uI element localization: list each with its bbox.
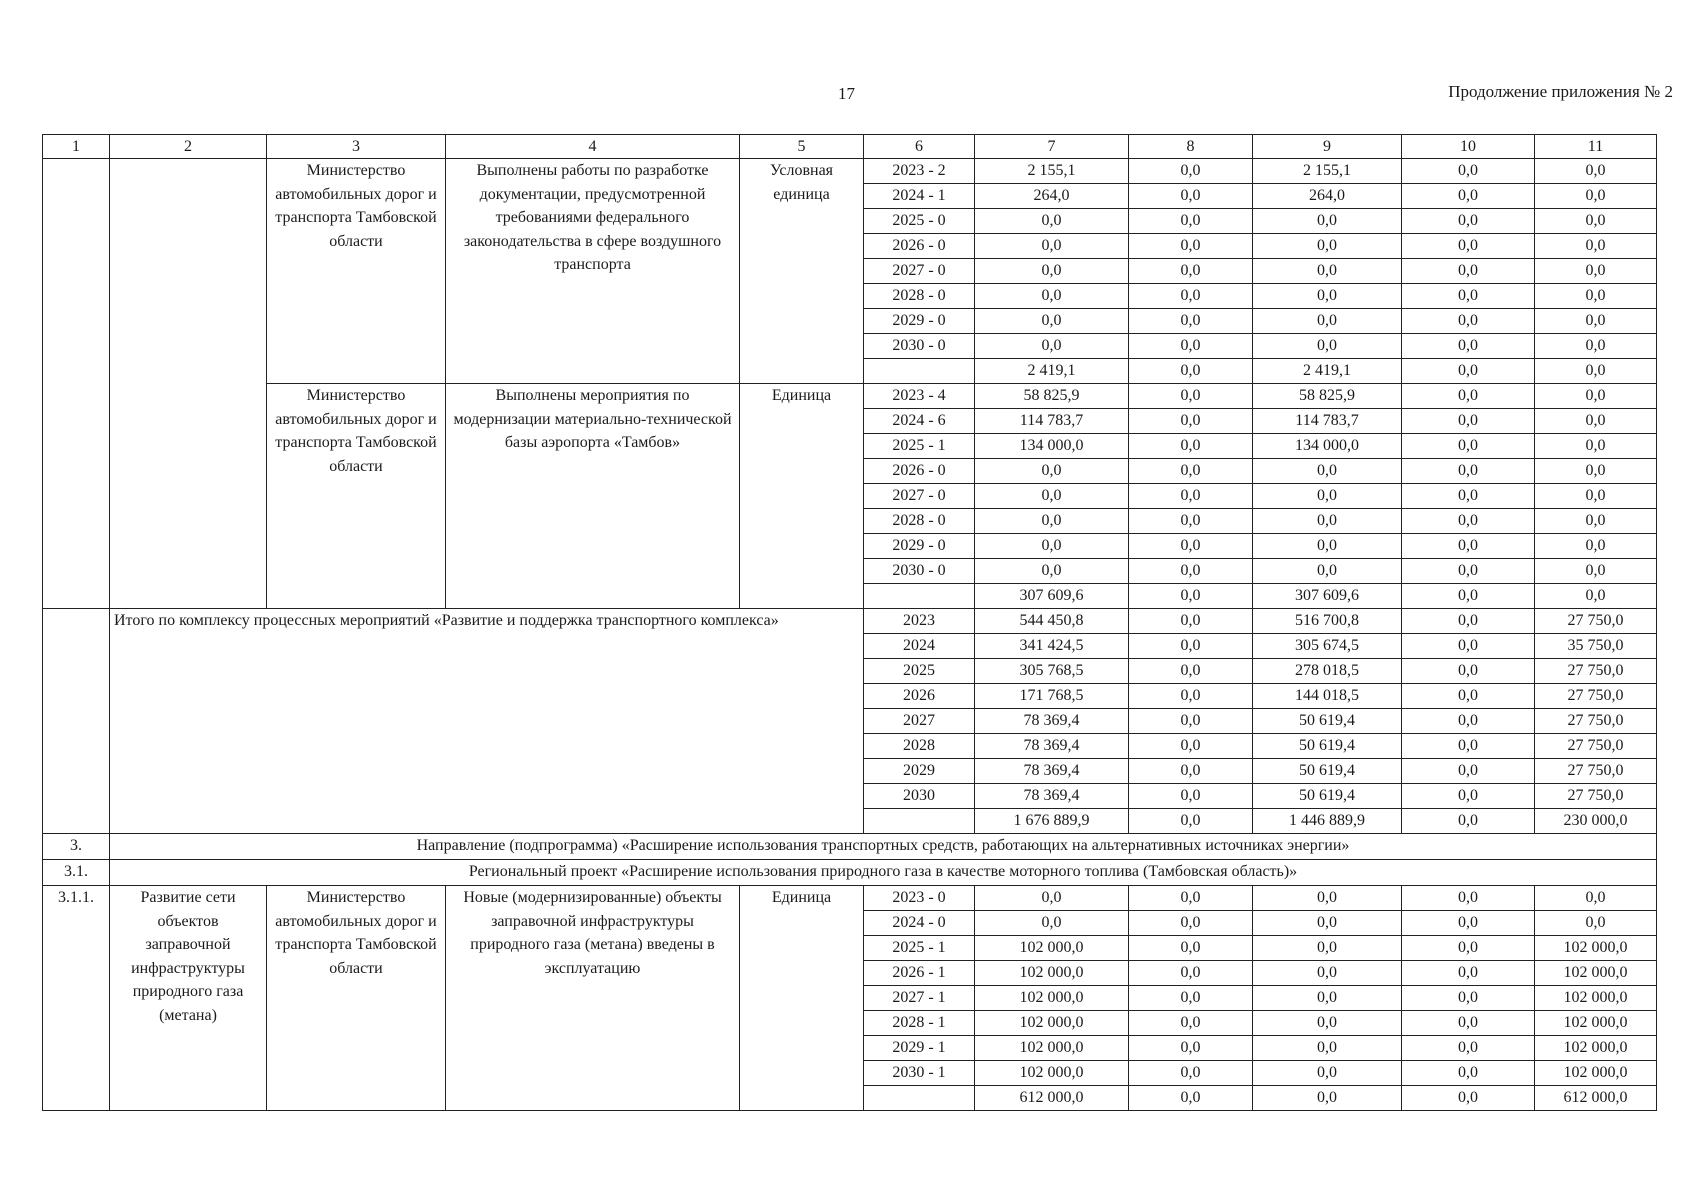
amount-cell-9: 144 018,5: [1253, 684, 1402, 709]
amount-cell-8: 0,0: [1129, 459, 1253, 484]
amount-cell-10: 0,0: [1402, 961, 1535, 986]
amount-cell-10: 0,0: [1402, 659, 1535, 684]
amount-cell-7: 78 369,4: [975, 784, 1129, 809]
amount-cell-10: 0,0: [1402, 809, 1535, 834]
amount-cell-8: 0,0: [1129, 359, 1253, 384]
amount-cell-7: 0,0: [975, 334, 1129, 359]
amount-cell-10: 0,0: [1402, 936, 1535, 961]
amount-cell-10: 0,0: [1402, 484, 1535, 509]
amount-cell-7: 134 000,0: [975, 434, 1129, 459]
amount-cell-8: 0,0: [1129, 384, 1253, 409]
amount-cell-7: 0,0: [975, 234, 1129, 259]
activity-name-cell: [110, 159, 267, 609]
amount-cell-11: 230 000,0: [1535, 809, 1657, 834]
amount-cell-9: 50 619,4: [1253, 734, 1402, 759]
amount-cell-9: 0,0: [1253, 234, 1402, 259]
amount-cell-10: 0,0: [1402, 534, 1535, 559]
table-row: [43, 609, 1657, 634]
amount-cell-9: 0,0: [1253, 459, 1402, 484]
section-number: 3.: [43, 834, 110, 860]
amount-cell-10: 0,0: [1402, 259, 1535, 284]
period-cell: 2027 - 0: [864, 259, 975, 284]
amount-cell-9: 50 619,4: [1253, 709, 1402, 734]
amount-cell-9: 0,0: [1253, 209, 1402, 234]
amount-cell-8: 0,0: [1129, 886, 1253, 911]
amount-cell-10: 0,0: [1402, 409, 1535, 434]
amount-cell-9: 2 419,1: [1253, 359, 1402, 384]
period-cell: 2025: [864, 659, 975, 684]
column-number: 8: [1129, 135, 1253, 159]
period-cell: 2026 - 0: [864, 459, 975, 484]
amount-cell-11: 102 000,0: [1535, 986, 1657, 1011]
amount-cell-8: 0,0: [1129, 961, 1253, 986]
amount-cell-8: 0,0: [1129, 509, 1253, 534]
amount-cell-11: 0,0: [1535, 309, 1657, 334]
amount-cell-11: 0,0: [1535, 284, 1657, 309]
period-cell: 2023: [864, 609, 975, 634]
amount-cell-9: 305 674,5: [1253, 634, 1402, 659]
table-row: [43, 159, 1657, 184]
amount-cell-8: 0,0: [1129, 609, 1253, 634]
amount-cell-8: 0,0: [1129, 259, 1253, 284]
column-number: 5: [740, 135, 864, 159]
amount-cell-9: 0,0: [1253, 309, 1402, 334]
amount-cell-8: 0,0: [1129, 309, 1253, 334]
amount-cell-8: 0,0: [1129, 284, 1253, 309]
amount-cell-11: 0,0: [1535, 484, 1657, 509]
amount-cell-8: 0,0: [1129, 584, 1253, 609]
amount-cell-7: 341 424,5: [975, 634, 1129, 659]
amount-cell-9: 0,0: [1253, 484, 1402, 509]
amount-cell-11: 0,0: [1535, 159, 1657, 184]
amount-cell-7: 58 825,9: [975, 384, 1129, 409]
amount-cell-10: 0,0: [1402, 1011, 1535, 1036]
amount-cell-8: 0,0: [1129, 759, 1253, 784]
period-cell: 2024 - 0: [864, 911, 975, 936]
amount-cell-9: 114 783,7: [1253, 409, 1402, 434]
amount-cell-9: 58 825,9: [1253, 384, 1402, 409]
period-cell: 2024 - 1: [864, 184, 975, 209]
period-cell: 2027 - 1: [864, 986, 975, 1011]
amount-cell-7: 307 609,6: [975, 584, 1129, 609]
amount-cell-11: 0,0: [1535, 559, 1657, 584]
section-title: Региональный проект «Расширение использования природного газа в качестве моторного топлива (Тамбовская область)»: [110, 860, 1657, 886]
column-numbers-row: [43, 135, 1657, 159]
amount-cell-10: 0,0: [1402, 911, 1535, 936]
amount-cell-8: 0,0: [1129, 334, 1253, 359]
amount-cell-9: 0,0: [1253, 534, 1402, 559]
column-number: 10: [1402, 135, 1535, 159]
period-cell: 2029 - 1: [864, 1036, 975, 1061]
amount-cell-11: 0,0: [1535, 234, 1657, 259]
result-cell: Новые (модернизированные) объекты заправочной инфраструктуры природного газа (метана) введены в эксплуатацию: [446, 886, 740, 1111]
period-cell: 2028: [864, 734, 975, 759]
amount-cell-9: 2 155,1: [1253, 159, 1402, 184]
financing-table: [42, 134, 1657, 1111]
amount-cell-11: 0,0: [1535, 184, 1657, 209]
amount-cell-8: 0,0: [1129, 1061, 1253, 1086]
amount-cell-7: 0,0: [975, 309, 1129, 334]
amount-cell-9: 1 446 889,9: [1253, 809, 1402, 834]
amount-cell-10: 0,0: [1402, 684, 1535, 709]
amount-cell-7: 0,0: [975, 559, 1129, 584]
amount-cell-8: 0,0: [1129, 936, 1253, 961]
column-number: 7: [975, 135, 1129, 159]
amount-cell-8: 0,0: [1129, 734, 1253, 759]
amount-cell-8: 0,0: [1129, 234, 1253, 259]
amount-cell-11: 35 750,0: [1535, 634, 1657, 659]
amount-cell-11: 27 750,0: [1535, 609, 1657, 634]
amount-cell-7: 102 000,0: [975, 961, 1129, 986]
period-cell: [864, 584, 975, 609]
amount-cell-10: 0,0: [1402, 234, 1535, 259]
amount-cell-7: 114 783,7: [975, 409, 1129, 434]
amount-cell-9: 0,0: [1253, 284, 1402, 309]
amount-cell-7: 102 000,0: [975, 1036, 1129, 1061]
amount-cell-9: 0,0: [1253, 986, 1402, 1011]
amount-cell-10: 0,0: [1402, 886, 1535, 911]
column-number: 1: [43, 135, 110, 159]
period-cell: [864, 809, 975, 834]
responsible-cell: Министерство автомобильных дорог и транспорта Тамбовской области: [267, 384, 446, 609]
amount-cell-9: 307 609,6: [1253, 584, 1402, 609]
amount-cell-9: 0,0: [1253, 334, 1402, 359]
amount-cell-11: 0,0: [1535, 384, 1657, 409]
amount-cell-10: 0,0: [1402, 434, 1535, 459]
amount-cell-11: 102 000,0: [1535, 1011, 1657, 1036]
amount-cell-7: 102 000,0: [975, 1061, 1129, 1086]
period-cell: 2029: [864, 759, 975, 784]
total-label: Итого по комплексу процессных мероприятий «Развитие и поддержка транспортного комплекса»: [110, 609, 864, 834]
period-cell: 2025 - 0: [864, 209, 975, 234]
result-cell: Выполнены работы по разработке документации, предусмотренной требованиями федерального законодательства в сфере воздушного транспорта: [446, 159, 740, 384]
amount-cell-9: 278 018,5: [1253, 659, 1402, 684]
amount-cell-11: 0,0: [1535, 886, 1657, 911]
amount-cell-10: 0,0: [1402, 734, 1535, 759]
period-cell: 2024 - 6: [864, 409, 975, 434]
amount-cell-7: 78 369,4: [975, 759, 1129, 784]
amount-cell-10: 0,0: [1402, 384, 1535, 409]
amount-cell-10: 0,0: [1402, 1061, 1535, 1086]
period-cell: 2030 - 0: [864, 334, 975, 359]
amount-cell-8: 0,0: [1129, 434, 1253, 459]
period-cell: 2027: [864, 709, 975, 734]
amount-cell-8: 0,0: [1129, 559, 1253, 584]
section-row: [43, 860, 1657, 886]
amount-cell-11: 27 750,0: [1535, 709, 1657, 734]
amount-cell-10: 0,0: [1402, 184, 1535, 209]
period-cell: 2025 - 1: [864, 936, 975, 961]
responsible-cell: Министерство автомобильных дорог и транспорта Тамбовской области: [267, 886, 446, 1111]
table-row: [43, 384, 1657, 409]
amount-cell-11: 27 750,0: [1535, 759, 1657, 784]
period-cell: 2025 - 1: [864, 434, 975, 459]
amount-cell-8: 0,0: [1129, 659, 1253, 684]
amount-cell-11: 0,0: [1535, 209, 1657, 234]
period-cell: 2023 - 2: [864, 159, 975, 184]
amount-cell-7: 0,0: [975, 284, 1129, 309]
amount-cell-11: 0,0: [1535, 459, 1657, 484]
amount-cell-8: 0,0: [1129, 409, 1253, 434]
activity-name-cell: Развитие сети объектов заправочной инфраструктуры природного газа (метана): [110, 886, 267, 1111]
amount-cell-11: 0,0: [1535, 259, 1657, 284]
period-cell: 2024: [864, 634, 975, 659]
amount-cell-9: 0,0: [1253, 911, 1402, 936]
period-cell: 2026 - 0: [864, 234, 975, 259]
amount-cell-11: 0,0: [1535, 509, 1657, 534]
amount-cell-11: 102 000,0: [1535, 1061, 1657, 1086]
amount-cell-10: 0,0: [1402, 209, 1535, 234]
amount-cell-7: 2 155,1: [975, 159, 1129, 184]
amount-cell-7: 102 000,0: [975, 986, 1129, 1011]
amount-cell-10: 0,0: [1402, 159, 1535, 184]
amount-cell-9: 0,0: [1253, 1086, 1402, 1111]
amount-cell-10: 0,0: [1402, 634, 1535, 659]
amount-cell-9: 134 000,0: [1253, 434, 1402, 459]
amount-cell-10: 0,0: [1402, 559, 1535, 584]
amount-cell-7: 0,0: [975, 886, 1129, 911]
period-cell: 2026: [864, 684, 975, 709]
amount-cell-11: 0,0: [1535, 911, 1657, 936]
row-number-cell: 3.1.1.: [43, 886, 110, 1111]
amount-cell-8: 0,0: [1129, 986, 1253, 1011]
period-cell: 2029 - 0: [864, 534, 975, 559]
period-cell: 2029 - 0: [864, 309, 975, 334]
amount-cell-11: 0,0: [1535, 534, 1657, 559]
amount-cell-9: 50 619,4: [1253, 759, 1402, 784]
period-cell: 2030 - 1: [864, 1061, 975, 1086]
table-row: [43, 886, 1657, 911]
amount-cell-11: 27 750,0: [1535, 784, 1657, 809]
amount-cell-9: 0,0: [1253, 559, 1402, 584]
amount-cell-7: 78 369,4: [975, 734, 1129, 759]
period-cell: 2026 - 1: [864, 961, 975, 986]
period-cell: 2028 - 0: [864, 509, 975, 534]
amount-cell-11: 27 750,0: [1535, 659, 1657, 684]
amount-cell-7: 612 000,0: [975, 1086, 1129, 1111]
amount-cell-11: 0,0: [1535, 584, 1657, 609]
amount-cell-7: 0,0: [975, 534, 1129, 559]
amount-cell-9: 50 619,4: [1253, 784, 1402, 809]
amount-cell-11: 0,0: [1535, 409, 1657, 434]
amount-cell-10: 0,0: [1402, 986, 1535, 1011]
amount-cell-9: 0,0: [1253, 259, 1402, 284]
column-number: 9: [1253, 135, 1402, 159]
amount-cell-9: 264,0: [1253, 184, 1402, 209]
amount-cell-7: 544 450,8: [975, 609, 1129, 634]
amount-cell-10: 0,0: [1402, 334, 1535, 359]
unit-cell: Единица: [740, 886, 864, 1111]
amount-cell-7: 264,0: [975, 184, 1129, 209]
period-cell: 2030 - 0: [864, 559, 975, 584]
amount-cell-8: 0,0: [1129, 159, 1253, 184]
column-number: 11: [1535, 135, 1657, 159]
amount-cell-10: 0,0: [1402, 1036, 1535, 1061]
amount-cell-8: 0,0: [1129, 634, 1253, 659]
amount-cell-8: 0,0: [1129, 911, 1253, 936]
amount-cell-7: 0,0: [975, 209, 1129, 234]
section-row: [43, 834, 1657, 860]
row-number-cell: [43, 609, 110, 834]
amount-cell-11: 0,0: [1535, 359, 1657, 384]
period-cell: 2027 - 0: [864, 484, 975, 509]
amount-cell-8: 0,0: [1129, 784, 1253, 809]
amount-cell-9: 516 700,8: [1253, 609, 1402, 634]
amount-cell-9: 0,0: [1253, 1036, 1402, 1061]
column-number: 3: [267, 135, 446, 159]
amount-cell-9: 0,0: [1253, 936, 1402, 961]
period-cell: 2023 - 4: [864, 384, 975, 409]
amount-cell-7: 0,0: [975, 509, 1129, 534]
page-number: 17: [838, 84, 855, 103]
amount-cell-8: 0,0: [1129, 1086, 1253, 1111]
amount-cell-10: 0,0: [1402, 509, 1535, 534]
responsible-cell: Министерство автомобильных дорог и транспорта Тамбовской области: [267, 159, 446, 384]
amount-cell-8: 0,0: [1129, 209, 1253, 234]
amount-cell-11: 102 000,0: [1535, 1036, 1657, 1061]
amount-cell-7: 0,0: [975, 484, 1129, 509]
row-number-cell: [43, 159, 110, 609]
amount-cell-7: 2 419,1: [975, 359, 1129, 384]
amount-cell-11: 0,0: [1535, 334, 1657, 359]
amount-cell-10: 0,0: [1402, 584, 1535, 609]
amount-cell-10: 0,0: [1402, 709, 1535, 734]
amount-cell-8: 0,0: [1129, 484, 1253, 509]
amount-cell-8: 0,0: [1129, 534, 1253, 559]
section-title: Направление (подпрограмма) «Расширение использования транспортных средств, работающих на альтернативных источниках энергии»: [110, 834, 1657, 860]
amount-cell-10: 0,0: [1402, 309, 1535, 334]
period-cell: 2023 - 0: [864, 886, 975, 911]
amount-cell-8: 0,0: [1129, 1036, 1253, 1061]
amount-cell-7: 0,0: [975, 911, 1129, 936]
amount-cell-10: 0,0: [1402, 359, 1535, 384]
amount-cell-11: 102 000,0: [1535, 961, 1657, 986]
column-number: 2: [110, 135, 267, 159]
amount-cell-9: 0,0: [1253, 961, 1402, 986]
amount-cell-10: 0,0: [1402, 1086, 1535, 1111]
amount-cell-9: 0,0: [1253, 886, 1402, 911]
amount-cell-7: 0,0: [975, 459, 1129, 484]
amount-cell-11: 27 750,0: [1535, 684, 1657, 709]
period-cell: 2028 - 0: [864, 284, 975, 309]
amount-cell-8: 0,0: [1129, 709, 1253, 734]
amount-cell-7: 1 676 889,9: [975, 809, 1129, 834]
amount-cell-9: 0,0: [1253, 509, 1402, 534]
amount-cell-7: 78 369,4: [975, 709, 1129, 734]
amount-cell-11: 0,0: [1535, 434, 1657, 459]
period-cell: [864, 1086, 975, 1111]
continuation-label: Продолжение приложения № 2: [1448, 82, 1673, 101]
amount-cell-10: 0,0: [1402, 284, 1535, 309]
section-number: 3.1.: [43, 860, 110, 886]
amount-cell-8: 0,0: [1129, 684, 1253, 709]
amount-cell-8: 0,0: [1129, 1011, 1253, 1036]
unit-cell: Единица: [740, 384, 864, 609]
amount-cell-7: 0,0: [975, 259, 1129, 284]
amount-cell-11: 27 750,0: [1535, 734, 1657, 759]
amount-cell-7: 305 768,5: [975, 659, 1129, 684]
amount-cell-11: 612 000,0: [1535, 1086, 1657, 1111]
amount-cell-10: 0,0: [1402, 609, 1535, 634]
result-cell: Выполнены мероприятия по модернизации материально-технической базы аэропорта «Тамбов»: [446, 384, 740, 609]
amount-cell-10: 0,0: [1402, 784, 1535, 809]
amount-cell-7: 102 000,0: [975, 936, 1129, 961]
amount-cell-9: 0,0: [1253, 1011, 1402, 1036]
amount-cell-7: 171 768,5: [975, 684, 1129, 709]
period-cell: 2028 - 1: [864, 1011, 975, 1036]
unit-cell: Условная единица: [740, 159, 864, 384]
column-number: 6: [864, 135, 975, 159]
column-number: 4: [446, 135, 740, 159]
amount-cell-11: 102 000,0: [1535, 936, 1657, 961]
amount-cell-8: 0,0: [1129, 809, 1253, 834]
amount-cell-7: 102 000,0: [975, 1011, 1129, 1036]
amount-cell-10: 0,0: [1402, 759, 1535, 784]
amount-cell-9: 0,0: [1253, 1061, 1402, 1086]
period-cell: 2030: [864, 784, 975, 809]
amount-cell-8: 0,0: [1129, 184, 1253, 209]
period-cell: [864, 359, 975, 384]
amount-cell-10: 0,0: [1402, 459, 1535, 484]
